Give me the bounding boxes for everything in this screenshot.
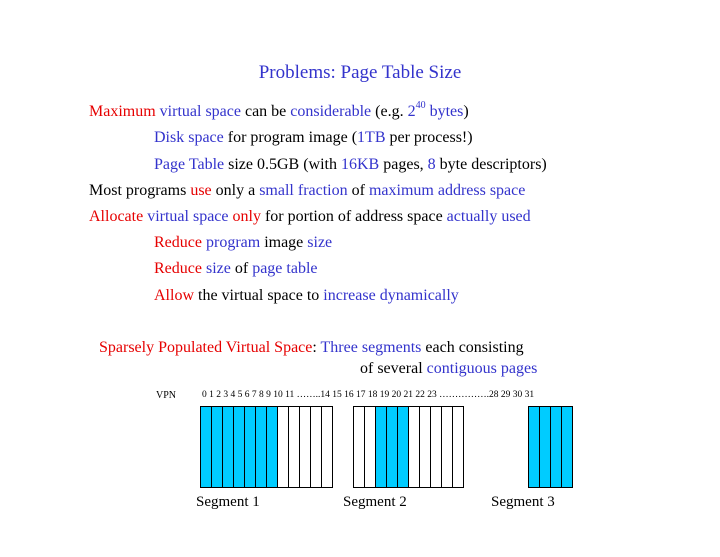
text-span: each consisting [425, 339, 524, 356]
text-span: Allow [154, 287, 198, 304]
segment-1-cells [201, 406, 333, 488]
text-span: Page Table [154, 156, 229, 173]
text-span: the virtual space to [198, 287, 324, 304]
text-line [89, 207, 531, 227]
text-span: page table [252, 260, 318, 277]
text-span: Reduce [154, 234, 206, 251]
text-line [89, 181, 525, 201]
text-span: bytes [425, 103, 464, 120]
text-span: maximum address space [368, 182, 526, 199]
text-span: Reduce [154, 260, 206, 277]
text-span: 16KB [341, 156, 384, 173]
text-line [99, 338, 524, 358]
text-span: contiguous pages [426, 360, 538, 377]
text-span: small fraction [259, 182, 352, 199]
text-span: byte descriptors) [439, 156, 547, 173]
text-span: pages, [383, 156, 428, 173]
text-span: per process!) [389, 129, 473, 146]
text-span: Disk space [154, 129, 228, 146]
text-span: Maximum [89, 103, 160, 120]
text-span: use [190, 182, 216, 199]
segment-3-cells [529, 406, 573, 488]
vpn-label: VPN [156, 390, 177, 401]
text-span: size [307, 234, 333, 251]
text-line [154, 128, 473, 148]
text-span: can be [244, 103, 291, 120]
text-span: for portion of address space [264, 208, 447, 225]
text-span: size 0.5GB (with [228, 156, 341, 173]
text-span: Sparsely Populated Virtual Space [99, 339, 313, 356]
text-span: 40 [415, 99, 426, 111]
text-span: size [205, 260, 235, 277]
text-span: virtual space [147, 208, 233, 225]
segment-3-label: Segment 3 [491, 494, 555, 510]
text-span: 1TB [357, 129, 390, 146]
page-cell-unused [321, 406, 333, 488]
text-span: 8 [427, 156, 440, 173]
slide-title: Problems: Page Table Size [258, 62, 462, 83]
page-cell-unused [452, 406, 464, 488]
text-line [89, 99, 469, 122]
text-span: Allocate [89, 208, 148, 225]
segment-2-cells [354, 406, 464, 488]
text-span: 2 [407, 103, 416, 120]
text-span: program [205, 234, 265, 251]
text-span: increase dynamically [323, 287, 459, 304]
page-cell-used [561, 406, 573, 488]
text-span: actually used [446, 208, 531, 225]
text-span: considerable [290, 103, 376, 120]
text-line [154, 259, 317, 279]
text-span: only a [215, 182, 260, 199]
text-span: virtual space [159, 103, 245, 120]
text-span: (e.g. [375, 103, 408, 120]
text-line [154, 155, 547, 175]
text-span: ) [463, 103, 469, 120]
segment-1-label: Segment 1 [196, 494, 260, 510]
text-line [360, 359, 537, 379]
text-span: image [264, 234, 308, 251]
vpn-numbers: 0 1 2 3 4 5 6 7 8 9 10 11 ……..14 15 16 17 18 19 20 21 22 23 …………….28 29 30 31 [202, 390, 535, 400]
text-line [154, 233, 332, 253]
text-span: of several [360, 360, 427, 377]
text-span: : [312, 339, 321, 356]
text-span: of [351, 182, 369, 199]
text-span: Three segments [320, 339, 426, 356]
text-span: Most programs [89, 182, 191, 199]
segment-2-label: Segment 2 [343, 494, 407, 510]
text-span: of [234, 260, 253, 277]
text-line [154, 286, 459, 306]
text-span: only [232, 208, 265, 225]
text-span: for program image ( [227, 129, 358, 146]
